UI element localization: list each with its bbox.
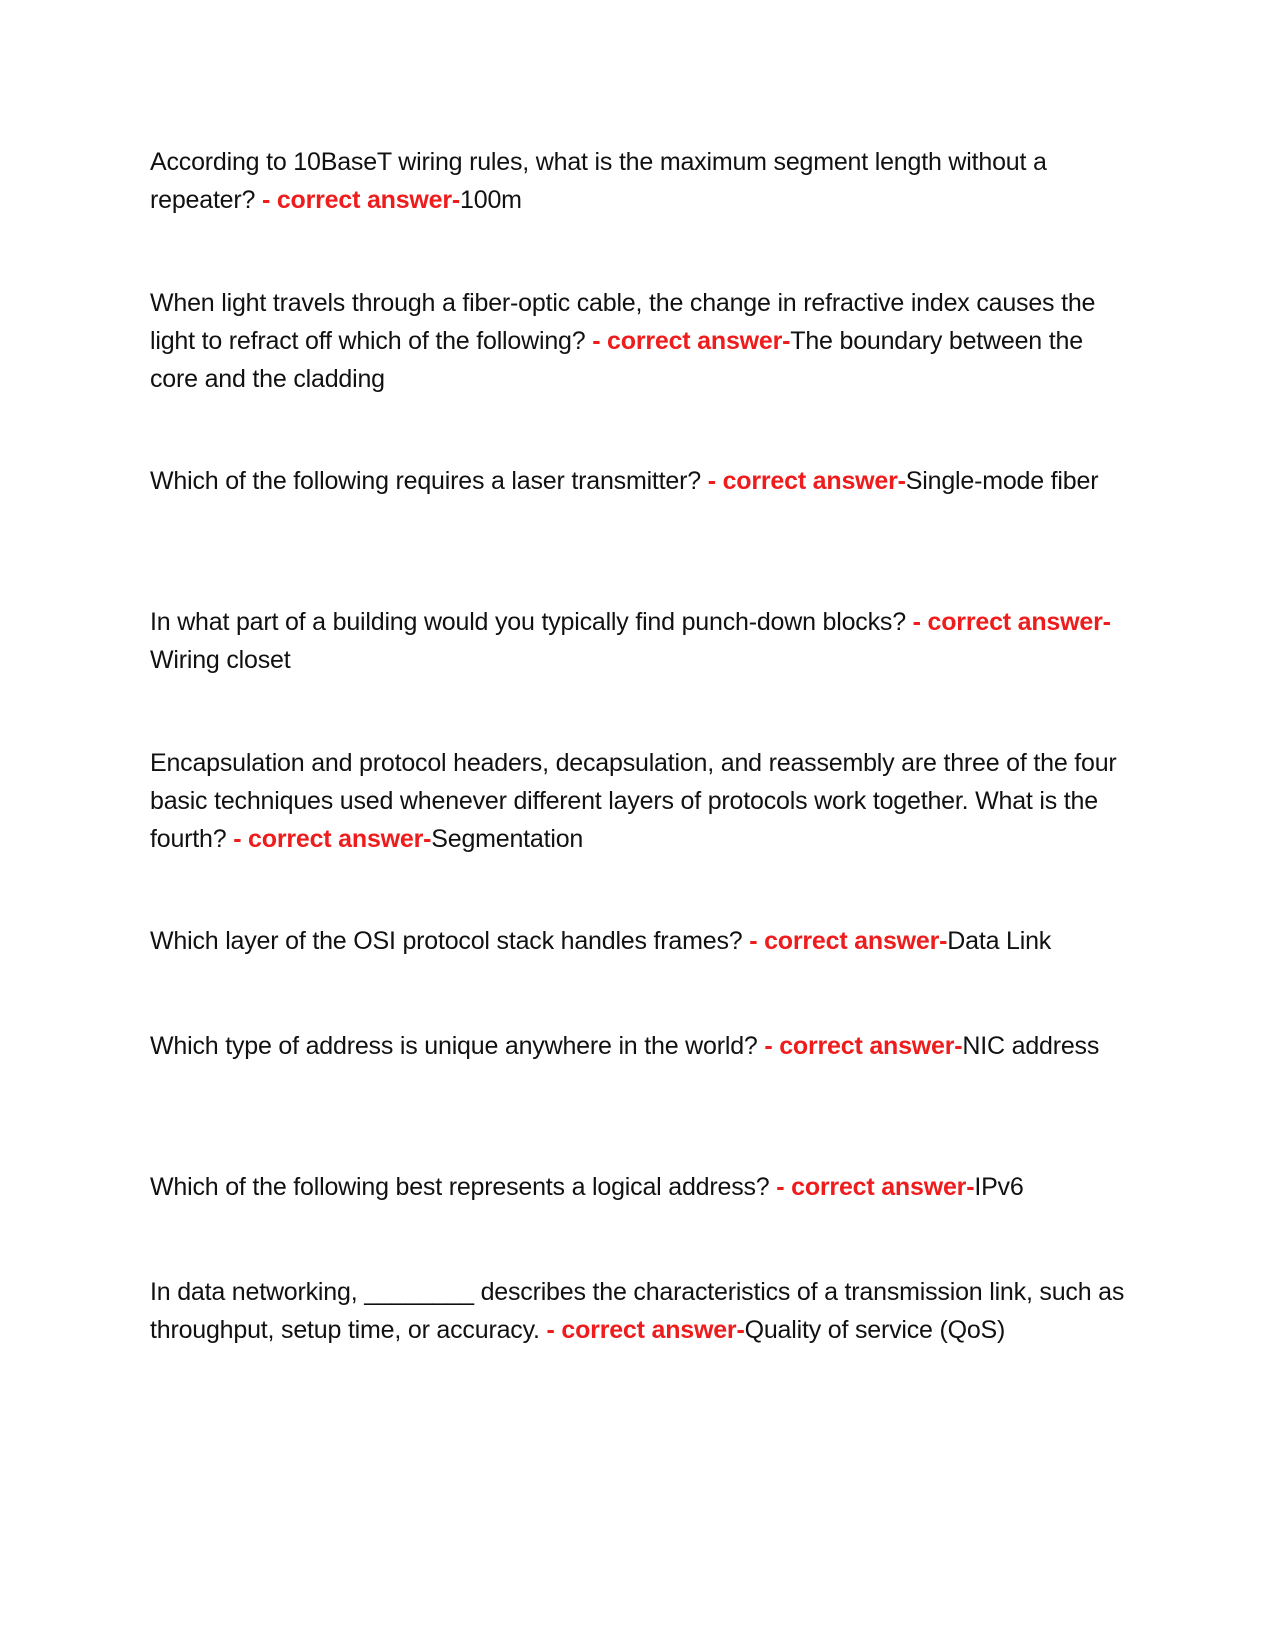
- correct-answer-marker: - correct answer-: [707, 467, 906, 495]
- question-text: When light travels through a fiber-optic cable, the change in refractive index causes the light to refract off which of the following?: [150, 289, 1096, 355]
- answer-text: 100m: [460, 186, 522, 214]
- qa-item-4: [150, 603, 1130, 679]
- correct-answer-marker: - correct answer-: [546, 1316, 745, 1344]
- correct-answer-marker: - correct answer-: [912, 608, 1111, 636]
- qa-item-2: [150, 284, 1130, 398]
- answer-text: Single-mode fiber: [905, 467, 1099, 495]
- question-text: Which of the following requires a laser transmitter?: [150, 467, 708, 495]
- answer-text: Wiring closet: [150, 646, 291, 674]
- question-text: Which layer of the OSI protocol stack handles frames?: [150, 927, 750, 955]
- correct-answer-marker: - correct answer-: [749, 927, 948, 955]
- answer-text: The boundary between the core and the cladding: [150, 327, 1083, 393]
- correct-answer-marker: - correct answer-: [233, 825, 432, 853]
- question-text: In data networking, ________ describes the characteristics of a transmission link, such as throughput, setup time, or accuracy.: [150, 1278, 1125, 1344]
- qa-item-3: [150, 462, 1130, 500]
- question-text: Which type of address is unique anywhere in the world?: [150, 1032, 765, 1060]
- qa-item-7: [150, 1027, 1130, 1065]
- question-text: According to 10BaseT wiring rules, what is the maximum segment length without a repeater?: [150, 148, 1047, 214]
- qa-item-9: [150, 1273, 1130, 1349]
- correct-answer-marker: - correct answer-: [764, 1032, 963, 1060]
- answer-text: Data Link: [947, 927, 1052, 955]
- correct-answer-marker: - correct answer-: [592, 327, 791, 355]
- answer-text: IPv6: [974, 1173, 1024, 1201]
- qa-item-6: [150, 922, 1130, 960]
- qa-item-1: [150, 143, 1130, 219]
- correct-answer-marker: - correct answer-: [776, 1173, 975, 1201]
- correct-answer-marker: - correct answer-: [261, 186, 461, 214]
- answer-text: Segmentation: [431, 825, 584, 853]
- qa-item-8: [150, 1168, 1130, 1206]
- question-text: Which of the following best represents a logical address?: [150, 1173, 777, 1201]
- answer-text: NIC address: [962, 1032, 1100, 1060]
- answer-text: Quality of service (QoS): [744, 1316, 1006, 1344]
- qa-item-5: [150, 744, 1130, 858]
- question-text: In what part of a building would you typically find punch-down blocks?: [150, 608, 913, 636]
- question-text: Encapsulation and protocol headers, decapsulation, and reassembly are three of the four basic techniques used whenever different layers of protocols work together. What is the fourth?: [150, 749, 1117, 853]
